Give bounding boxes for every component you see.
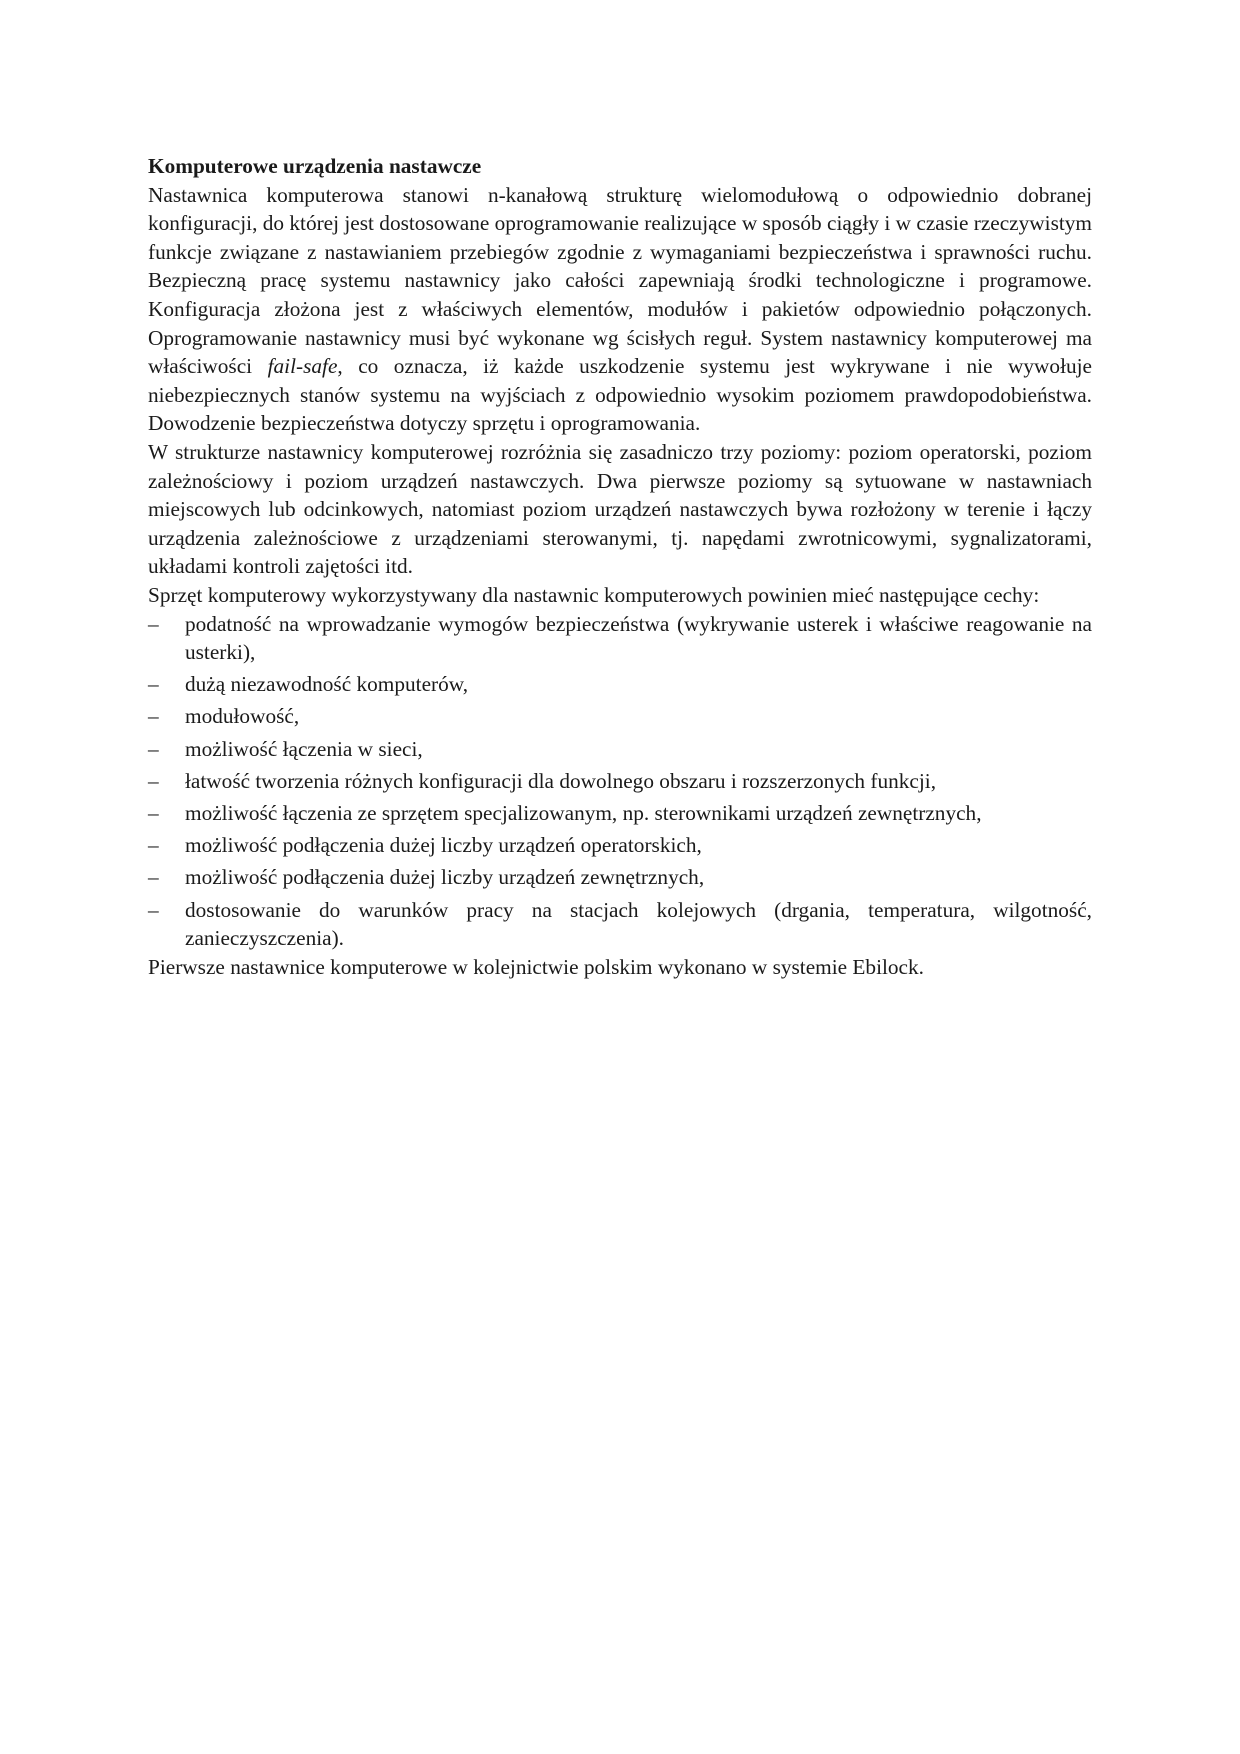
bullet-dash: – (148, 736, 159, 761)
list-item (148, 702, 1092, 731)
document-page (148, 152, 1092, 981)
list-item (148, 799, 1092, 828)
paragraph-hardware: Sprzęt komputerowy wykorzystywany dla nastawnic komputerowych powinien mieć następujące cechy: (148, 582, 1040, 607)
list-item (148, 863, 1092, 892)
bullet-dash: – (148, 897, 159, 922)
list-item-text: możliwość łączenia ze sprzętem specjalizowanym, np. sterownikami urządzeń zewnętrznych, (185, 801, 982, 826)
paragraph-intro-text-2: , co oznacza, iż każde uszkodzenie systemu jest wykrywane i nie wywołuje niebezpiecznych stanów systemu na wyjściach z odpowiednio wysokim poziomem prawdopodobieństwa. Dowodzenie bezpieczeństwa dotyczy sprzętu i oprogramowania. (148, 354, 1092, 436)
bullet-dash: – (148, 672, 159, 697)
list-item (148, 610, 1092, 667)
list-item (148, 670, 1092, 699)
paragraph-intro-text-1: Nastawnica komputerowa stanowi n-kanałową strukturę wielomodułową o odpowiednio dobranej konfiguracji, do której jest dostosowane oprogramowanie realizujące w sposób ciągły i w czasie rzeczywistym funkcje związane z nastawianiem przebiegów zgodnie z wymaganiami bezpieczeństwa i sprawności ruchu. Bezpieczną pracę systemu nastawnicy jako całości zapewniają środki technologiczne i programowe. Konfiguracja złożona jest z właściwych elementów, modułów i pakietów odpowiednio połączonych. Oprogramowanie nastawnicy musi być wykonane wg ścisłych reguł. System nastawnicy komputerowej ma właściwości (148, 182, 1092, 379)
list-item-text: możliwość podłączenia dużej liczby urządzeń zewnętrznych, (185, 865, 705, 890)
list-item (148, 896, 1092, 953)
paragraph-intro (148, 181, 1092, 438)
bullet-dash: – (148, 833, 159, 858)
list-item-text: modułowość, (185, 704, 300, 729)
paragraph-intro-italic-term: fail-safe (267, 354, 338, 379)
list-item-text: dużą niezawodność komputerów, (185, 672, 469, 697)
bullet-dash: – (148, 611, 159, 636)
list-item (148, 767, 1092, 796)
list-item-text: łatwość tworzenia różnych konfiguracji dla dowolnego obszaru i rozszerzonych funkcji, (185, 768, 937, 793)
list-item (148, 831, 1092, 860)
list-item-text: dostosowanie do warunków pracy na stacjach kolejowych (drgania, temperatura, wilgotność, zanieczyszczenia). (185, 897, 1092, 951)
bullet-dash: – (148, 801, 159, 826)
list-item-text: możliwość łączenia w sieci, (185, 736, 423, 761)
features-list (148, 610, 1092, 953)
paragraph-closing: Pierwsze nastawnice komputerowe w kolejnictwie polskim wykonano w systemie Ebilock. (148, 954, 924, 979)
paragraph-structure: W strukturze nastawnicy komputerowej rozróżnia się zasadniczo trzy poziomy: poziom operatorski, poziom zależnościowy i poziom urządzeń nastawczych. Dwa pierwsze poziomy są sytuowane w nastawniach miejscowych lub odcinkowych, natomiast poziom urządzeń nastawczych bywa rozłożony w terenie i łączy urządzenia zależnościowe z urządzeniami sterowanymi, tj. napędami zwrotnicowymi, sygnalizatorami, układami kontroli zajętości itd. (148, 439, 1092, 579)
bullet-dash: – (148, 865, 159, 890)
bullet-dash: – (148, 768, 159, 793)
list-item-text: możliwość podłączenia dużej liczby urządzeń operatorskich, (185, 833, 702, 858)
bullet-dash: – (148, 704, 159, 729)
document-title: Komputerowe urządzenia nastawcze (148, 154, 482, 178)
list-item-text: podatność na wprowadzanie wymogów bezpieczeństwa (wykrywanie usterek i właściwe reagowanie na usterki), (185, 611, 1092, 665)
list-item (148, 735, 1092, 764)
